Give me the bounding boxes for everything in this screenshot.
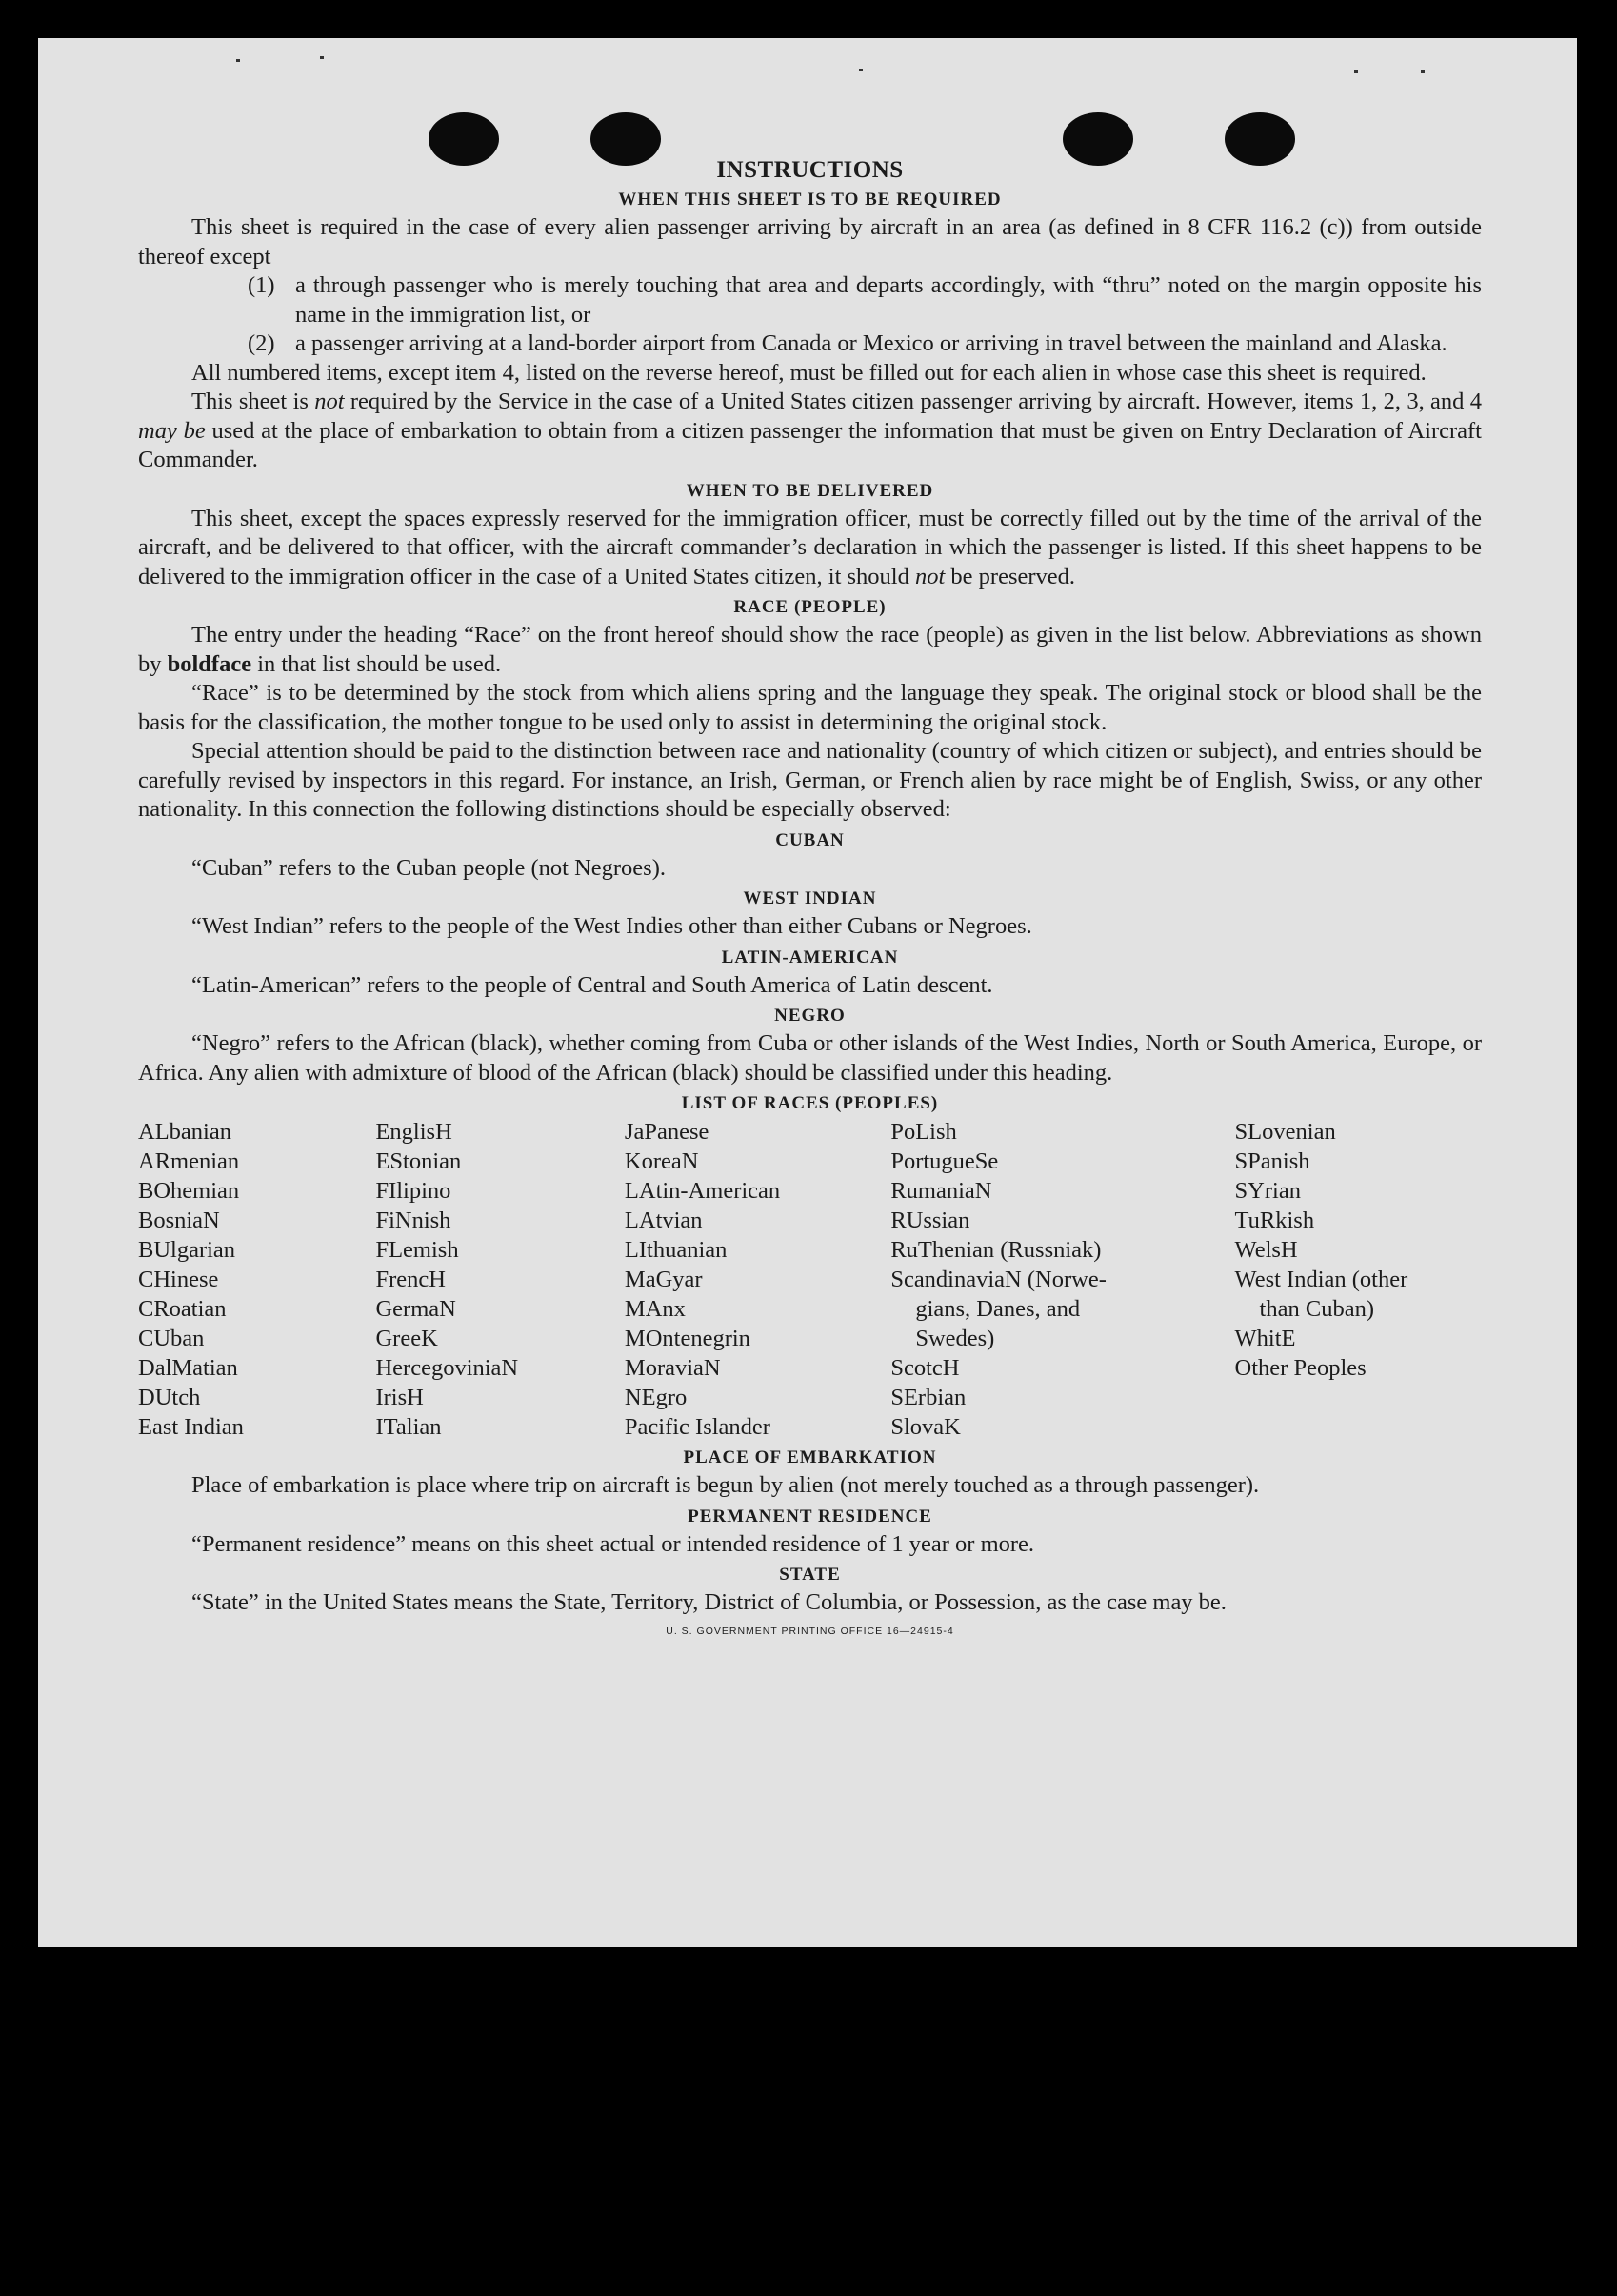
definition-heading: LATIN-AMERICAN — [721, 947, 899, 968]
punch-hole-2 — [590, 112, 661, 166]
race-entry: WelsH — [1234, 1237, 1298, 1263]
definition-text: “Negro” refers to the African (black), whether coming from Cuba or other islands of the West Indies, North or South America, Europe, or Africa. Any alien with admixture of blood of the African (black) should be classified under this heading. — [138, 1030, 1482, 1086]
item-number: (1) — [248, 272, 275, 298]
section-races-list — [138, 1093, 1482, 1442]
race-entry: BosniaN — [138, 1208, 220, 1233]
races-column-3 — [625, 1117, 890, 1442]
race-entry: DalMatian — [138, 1355, 238, 1381]
punch-hole-3 — [1063, 112, 1133, 166]
race-entry: East Indian — [138, 1414, 244, 1440]
definition-text: “West Indian” refers to the people of the West Indies other than either Cubans or Negroes. — [191, 913, 1032, 939]
race-entry: PortugueSe — [890, 1148, 999, 1174]
section-when-delivered — [138, 481, 1482, 592]
item-number: (2) — [248, 330, 275, 356]
races-table — [138, 1117, 1482, 1442]
section-heading: STATE — [779, 1565, 841, 1585]
item-text: a passenger arriving at a land-border airport from Canada or Mexico or arriving in travel between the mainland and Alaska. — [295, 330, 1447, 356]
paragraph-delivery — [138, 505, 1482, 592]
races-column-2 — [375, 1117, 624, 1442]
definition-heading: WEST INDIAN — [743, 888, 877, 908]
race-entry: ALbanian — [138, 1119, 231, 1145]
list-item — [248, 329, 1482, 359]
race-entry: MAnx — [624, 1296, 686, 1322]
race-entry: West Indian (other — [1234, 1267, 1408, 1292]
section-heading: PLACE OF EMBARKATION — [683, 1447, 937, 1467]
definition-heading: CUBAN — [775, 829, 845, 850]
race-entry: BUlgarian — [138, 1237, 236, 1263]
list-item — [248, 271, 1482, 329]
race-entry: Pacific Islander — [624, 1414, 770, 1440]
section-embarkation — [138, 1447, 1482, 1501]
race-entry: RuThenian (Russniak) — [890, 1237, 1102, 1263]
race-entry: EnglisH — [375, 1119, 452, 1145]
section-heading: LIST OF RACES (PEOPLES) — [681, 1093, 939, 1113]
paragraph-intro: This sheet is required in the case of every alien passenger arriving by aircraft in an area (as defined in 8 CFR 116.2 (c)) from outside thereof except — [138, 214, 1482, 270]
item-text: a through passenger who is merely touching that area and departs accordingly, with “thru” noted on the margin opposite his name in the immigration list, or — [295, 272, 1482, 328]
races-column-4 — [890, 1117, 1234, 1442]
race-entry: MOntenegrin — [624, 1326, 750, 1351]
race-entry: ITalian — [375, 1414, 442, 1440]
race-entry: Other Peoples — [1234, 1355, 1367, 1381]
paragraph-state: “State” in the United States means the State, Territory, District of Columbia, or Possession, as the case may be. — [191, 1589, 1227, 1615]
race-entry: gians, Danes, and — [915, 1296, 1081, 1322]
text-run: The entry under the heading “Race” on the front hereof should show the race (people) as given in the list below. Abbreviations as shown by — [138, 622, 1482, 677]
text-run: be preserved. — [945, 563, 1076, 589]
races-column-1 — [138, 1117, 375, 1442]
section-race — [138, 597, 1482, 825]
race-entry: SYrian — [1234, 1178, 1301, 1204]
race-entry: SlovaK — [890, 1414, 961, 1440]
text-run: in that list should be used. — [251, 650, 502, 677]
italic-text: not — [914, 563, 946, 589]
race-entry: IrisH — [375, 1385, 424, 1410]
race-entry: FIlipino — [375, 1178, 451, 1204]
race-entry: KoreaN — [624, 1148, 699, 1174]
race-entry: NEgro — [624, 1385, 688, 1410]
race-entry: FiNnish — [375, 1208, 451, 1233]
section-state — [138, 1565, 1482, 1618]
race-entry: GermaN — [375, 1296, 456, 1322]
race-entry: EStonian — [375, 1148, 462, 1174]
race-entry: FrencH — [375, 1267, 446, 1292]
race-entry: HercegoviniaN — [375, 1355, 519, 1381]
text-run: used at the place of embarkation to obtain from a citizen passenger the information that must be given on Entry Declaration of Aircraft Commander. — [138, 417, 1482, 472]
race-entry: than Cuban) — [1259, 1296, 1374, 1322]
race-entry: LIthuanian — [624, 1237, 728, 1263]
race-entry: GreeK — [375, 1326, 438, 1351]
race-entry: BOhemian — [138, 1178, 240, 1204]
paragraph-race-stock: “Race” is to be determined by the stock from which aliens spring and the language they speak. The original stock or blood shall be the basis for the classification, the mother tongue to be used only to assist in determining the original stock. — [138, 680, 1482, 735]
section-heading: WHEN THIS SHEET IS TO BE REQUIRED — [618, 190, 1002, 210]
race-entry: WhitE — [1234, 1326, 1296, 1351]
race-entry: PoLish — [890, 1119, 957, 1145]
race-entry: LAtin-American — [624, 1178, 781, 1204]
definition-text: “Latin-American” refers to the people of Central and South America of Latin descent. — [191, 971, 993, 998]
race-entry: MaGyar — [624, 1267, 703, 1292]
race-entry: TuRkish — [1234, 1208, 1315, 1233]
scan-speck — [236, 59, 240, 62]
races-column-5 — [1235, 1117, 1482, 1442]
race-entry: RumaniaN — [890, 1178, 992, 1204]
race-entry: LAtvian — [624, 1208, 703, 1233]
race-entry: JaPanese — [624, 1119, 709, 1145]
scan-speck — [320, 56, 324, 59]
race-entry: ARmenian — [138, 1148, 240, 1174]
race-entry: CRoatian — [138, 1296, 227, 1322]
page-title: INSTRUCTIONS — [716, 157, 904, 183]
text-run: This sheet, except the spaces expressly reserved for the immigration officer, must be correctly filled out by the time of the arrival of the aircraft, and be delivered to that officer, with the aircraft commander’s declaration in which the passenger is listed. If this sheet happens to be delivered to the immigration officer in the case of a United States citizen, it should — [138, 505, 1482, 589]
definition-text: “Cuban” refers to the Cuban people (not Negroes). — [191, 854, 666, 881]
paragraph-citizen — [138, 388, 1482, 475]
section-definitions — [138, 830, 1482, 1088]
section-when-required — [138, 190, 1482, 475]
race-entry: MoraviaN — [624, 1355, 721, 1381]
paragraph-race-nationality: Special attention should be paid to the distinction between race and nationality (country of which citizen or subject), and entries should be carefully revised by inspectors in this regard. For instance, an Irish, German, or French alien by race might be of English, Swiss, or any other nationality. In this connection the following distinctions should be especially observed: — [138, 738, 1482, 822]
section-residence — [138, 1507, 1482, 1560]
race-entry: Swedes) — [915, 1326, 995, 1351]
paragraph-numbered-items: All numbered items, except item 4, listed on the reverse hereof, must be filled out for each alien in whose case this sheet is required. — [191, 359, 1427, 386]
italic-text: not — [314, 389, 345, 414]
paragraph-embarkation: Place of embarkation is place where trip on aircraft is begun by alien (not merely touched as a through passenger). — [191, 1472, 1260, 1498]
bold-text: boldface — [167, 650, 252, 677]
text-run: required by the Service in the case of a United States citizen passenger arriving by aircraft. However, items 1, 2, 3, and 4 — [344, 389, 1482, 414]
race-entry: SErbian — [890, 1385, 967, 1410]
scan-speck — [859, 69, 863, 71]
race-entry: CHinese — [138, 1267, 219, 1292]
text-run: This sheet is — [191, 389, 315, 414]
section-heading: PERMANENT RESIDENCE — [688, 1506, 932, 1527]
race-entry: RUssian — [890, 1208, 970, 1233]
race-entry: SLovenian — [1234, 1119, 1336, 1145]
document-sheet — [38, 38, 1577, 1947]
punch-hole-1 — [429, 112, 499, 166]
scan-speck — [1354, 70, 1358, 73]
race-entry: SPanish — [1234, 1148, 1310, 1174]
paragraph-race-entry — [138, 621, 1482, 679]
section-heading: RACE (PEOPLE) — [733, 597, 887, 617]
italic-text: may be — [138, 417, 206, 444]
race-entry: FLemish — [375, 1237, 459, 1263]
punch-hole-4 — [1225, 112, 1295, 166]
printer-imprint: U. S. GOVERNMENT PRINTING OFFICE 16—24915-4 — [666, 1625, 954, 1637]
race-entry: CUban — [138, 1326, 205, 1351]
exception-list — [248, 271, 1482, 359]
race-entry: ScandinaviaN (Norwe- — [890, 1267, 1107, 1292]
section-heading: WHEN TO BE DELIVERED — [686, 480, 934, 501]
race-entry: DUtch — [138, 1385, 201, 1410]
race-entry: ScotcH — [890, 1355, 960, 1381]
definition-heading: NEGRO — [774, 1006, 846, 1026]
paragraph-residence: “Permanent residence” means on this sheet actual or intended residence of 1 year or more. — [191, 1530, 1035, 1557]
scan-speck — [1421, 70, 1425, 73]
